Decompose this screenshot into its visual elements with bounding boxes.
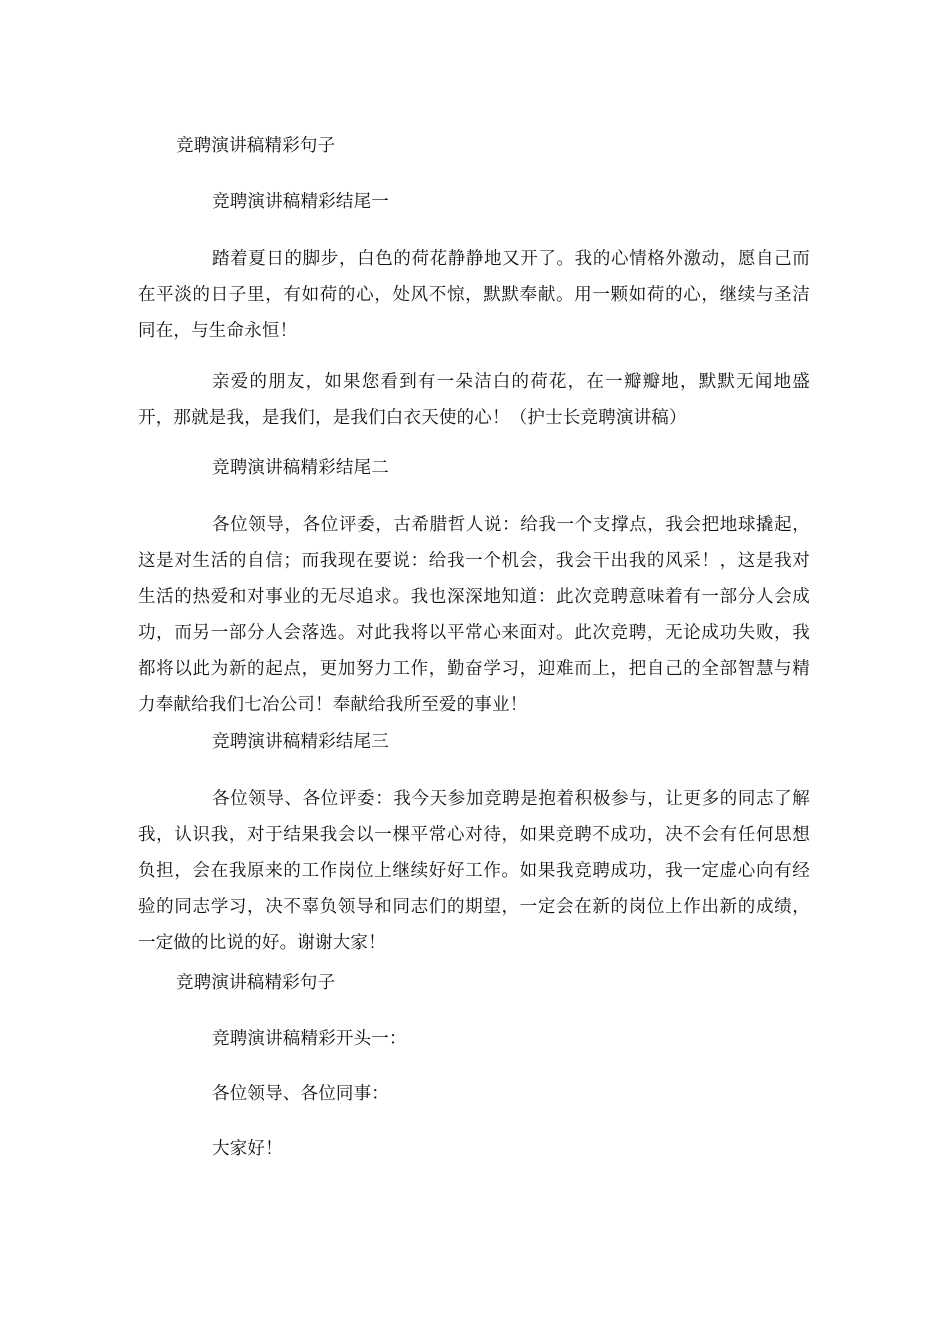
- hello-line: 大家好！: [212, 1139, 283, 1159]
- ending-two-paragraph: 各位领导，各位评委，古希腊哲人说：给我一个支撑点，我会把地球撬起，这是对生活的自信；而我现在要说：给我一个机会，我会干出我的风采！，这是我对生活的热爱和对事业的无尽追求。我也深深地知道：此次竞聘意味着有一部分人会成功，而另一部分人会落选。对此我将以平常心来面对。此次竞聘，无论成功失败，我都将以此为新的起点，更加努力工作，勤奋学习，迎难而上，把自己的全部智慧与精力奉献给我们七冶公司！奉献给我所至爱的事业！: [138, 515, 810, 715]
- ending-two-heading: 竞聘演讲稿精彩结尾二: [212, 458, 389, 478]
- ending-one-paragraph-1: 踏着夏日的脚步，白色的荷花静静地又开了。我的心情格外激动，愿自己而在平淡的日子里，有如荷的心，处风不惊，默默奉献。用一颗如荷的心，继续与圣洁同在，与生命永恒！: [138, 249, 810, 341]
- section-title-2: 竞聘演讲稿精彩句子: [176, 973, 336, 993]
- ending-one-paragraph-2: 亲爱的朋友，如果您看到有一朵洁白的荷花，在一瓣瓣地，默默无闻地盛开，那就是我，是我们，是我们白衣天使的心！（护士长竞聘演讲稿）: [138, 372, 810, 428]
- opening-one-heading: 竞聘演讲稿精彩开头一：: [212, 1029, 407, 1049]
- ending-three-heading: 竞聘演讲稿精彩结尾三: [212, 732, 389, 752]
- ending-one-heading: 竞聘演讲稿精彩结尾一: [212, 192, 389, 212]
- ending-three-paragraph: 各位领导、各位评委：我今天参加竞聘是抱着积极参与，让更多的同志了解我，认识我，对于结果我会以一棵平常心对待，如果竞聘不成功，决不会有任何思想负担，会在我原来的工作岗位上继续好好工作。如果我竞聘成功，我一定虚心向有经验的同志学习，决不辜负领导和同志们的期望，一定会在新的岗位上作出新的成绩，一定做的比说的好。谢谢大家！: [138, 789, 810, 953]
- greeting-line: 各位领导、各位同事：: [212, 1084, 389, 1104]
- section-title: 竞聘演讲稿精彩句子: [176, 136, 336, 156]
